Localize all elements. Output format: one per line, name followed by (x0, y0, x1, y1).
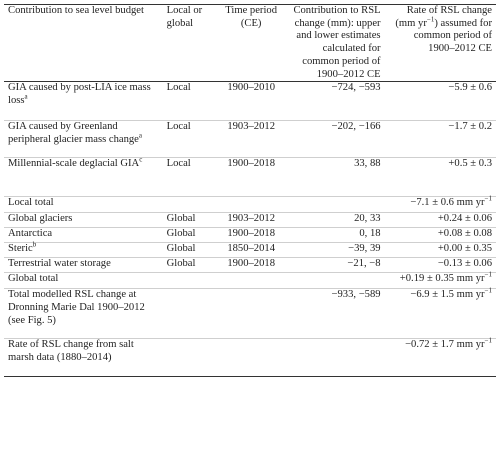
row-rate: +0.00 ± 0.35 (437, 243, 492, 255)
row-period: 1903–2012 (227, 121, 275, 133)
row-contribution: 33, 88 (354, 158, 381, 170)
row-label: Millennial-scale deglacial GIA$^c$ (8, 155, 143, 170)
row-rate: +0.08 ± 0.08 (437, 228, 492, 240)
row-rate: +0.19 ± 0.35 mm $yr^{-1}$ (399, 270, 492, 285)
row-period: 1900–2018 (227, 258, 275, 270)
row-label: Antarctica (8, 228, 53, 240)
row-scope: Local (166, 158, 191, 170)
row-rate: +0.5 ± 0.3 (448, 158, 492, 170)
sea-level-budget-table (4, 4, 496, 377)
row-label: Steric$^b$ (8, 240, 37, 255)
table-row (4, 158, 496, 197)
header-rate: Rate of RSL change (mm $yr^{-1}$) assumed for common period of 1900–2012 CE (395, 5, 492, 55)
row-label: Global total (8, 273, 59, 285)
row-contribution: −933, −589 (331, 289, 381, 301)
row-period: 1900–2010 (227, 82, 275, 94)
row-contribution: −39, 39 (348, 243, 381, 255)
row-rate: −1.7 ± 0.2 (448, 121, 492, 133)
row-scope: Local (166, 121, 191, 133)
table-row (4, 121, 496, 158)
row-period: 1903–2012 (227, 213, 275, 225)
table-row (4, 213, 496, 228)
table-row (4, 243, 496, 258)
header-budget: Contribution to sea level budget (8, 5, 144, 16)
header-contribution: Contribution to RSL change (mm): upper and lower estimates calculated for common period of 1900–2012 CE (293, 5, 381, 80)
row-rate: −7.1 ± 0.6 mm $yr^{-1}$ (410, 194, 492, 209)
row-period: 1900–2018 (227, 158, 275, 170)
row-scope: Global (166, 243, 196, 255)
row-rate: −0.72 ± 1.7 mm $yr^{-1}$ (405, 336, 492, 351)
table-row (4, 228, 496, 243)
table-row (4, 82, 496, 121)
row-label: Rate of RSL change from salt marsh data (1880–2014) (8, 339, 134, 363)
row-label: GIA caused by Greenland peripheral glacier mass change$^a$ (8, 121, 142, 145)
modelled-total-row (4, 289, 496, 339)
local-total-row (4, 197, 496, 213)
row-scope: Local (166, 82, 191, 94)
row-period: 1900–2018 (227, 228, 275, 240)
row-label: Local total (8, 197, 54, 209)
row-contribution: −724, −593 (331, 82, 381, 94)
row-contribution: 0, 18 (359, 228, 381, 240)
table-header (4, 5, 496, 82)
row-scope: Global (166, 228, 196, 240)
row-scope: Global (166, 213, 196, 225)
header-period: Time period (CE) (225, 5, 277, 29)
row-contribution: −202, −166 (331, 121, 381, 133)
row-rate: −0.13 ± 0.06 (437, 258, 492, 270)
row-label: Total modelled RSL change at Dronning Marie Dal 1900–2012 (see Fig. 5) (8, 289, 145, 326)
row-label: GIA caused by post-LIA ice mass loss$^a$ (8, 82, 151, 106)
row-contribution: −21, −8 (347, 258, 381, 270)
row-rate: +0.24 ± 0.06 (437, 213, 492, 225)
row-scope: Global (166, 258, 196, 270)
row-rate: −5.9 ± 0.6 (448, 82, 492, 94)
row-contribution: 20, 33 (354, 213, 381, 225)
table-row (4, 258, 496, 273)
row-label: Terrestrial water storage (8, 258, 111, 270)
row-rate: −6.9 ± 1.5 mm $yr^{-1}$ (410, 286, 492, 301)
global-total-row (4, 273, 496, 289)
row-period: 1850–2014 (227, 243, 275, 255)
header-scope: Local or global (166, 5, 203, 29)
row-label: Global glaciers (8, 213, 73, 225)
saltmarsh-row (4, 339, 496, 377)
